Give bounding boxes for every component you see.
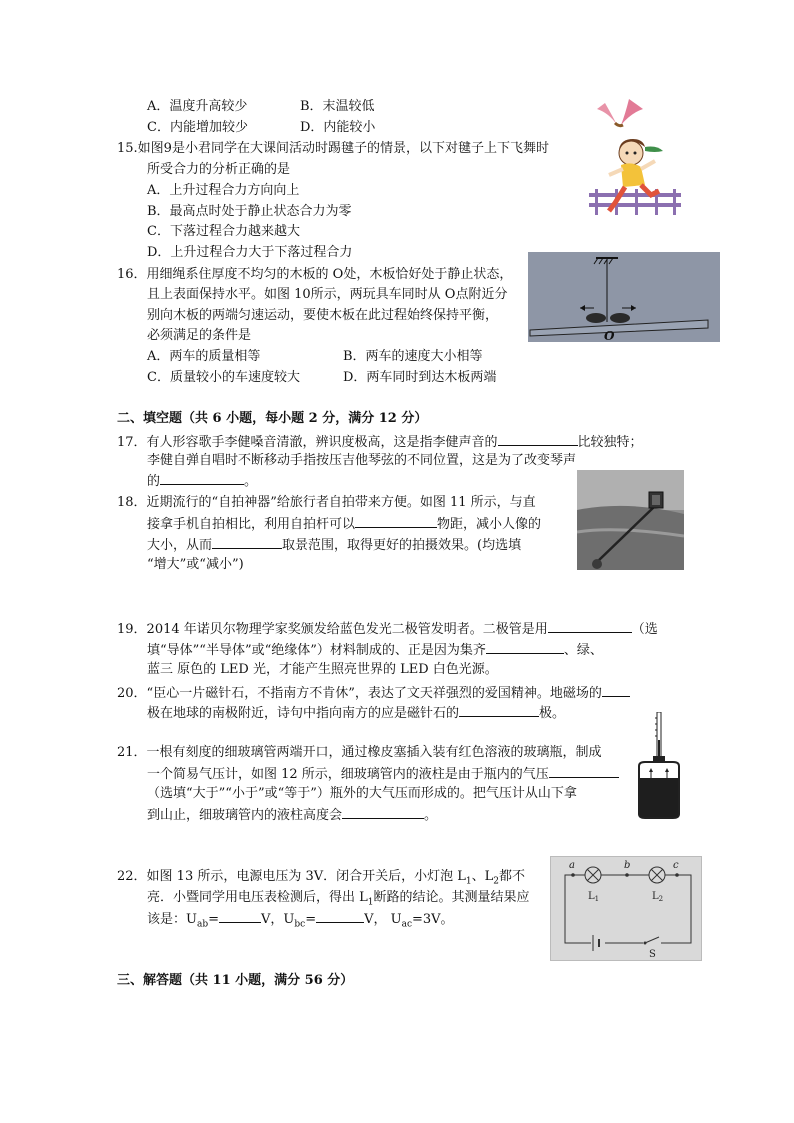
q22-line-1 bbox=[117, 868, 525, 886]
q20-blank-1 bbox=[602, 684, 630, 697]
q22-text-3f: =3V。 bbox=[411, 912, 454, 927]
q15-option-b: B．最高点时处于静止状态合力为零 bbox=[147, 204, 352, 219]
q18-line-2 bbox=[147, 515, 541, 534]
q20-line-1 bbox=[117, 684, 630, 703]
q19-line-2 bbox=[147, 641, 603, 660]
q18-blank-2 bbox=[212, 536, 282, 549]
q17-line-3 bbox=[147, 472, 257, 491]
figure-11-selfie-stick-image bbox=[577, 470, 684, 570]
section-3-heading: 三、解答题（共 11 小题，满分 56 分） bbox=[117, 973, 354, 988]
q14-option-c: C．内能增加较少 bbox=[147, 120, 248, 135]
q22-sub-ac: ac bbox=[401, 919, 412, 930]
q18-text-3b: 取景范围，取得更好的拍摄效果。(均选填 bbox=[282, 538, 522, 553]
q22-text-1b: 、L bbox=[471, 869, 494, 884]
circuit-lamp-l1-label: $L_1$ bbox=[588, 891, 600, 903]
section-2-heading: 二、填空题（共 6 小题，每小题 2 分，满分 12 分） bbox=[117, 411, 428, 426]
q18-line-3 bbox=[147, 536, 521, 555]
q15-option-d: D．上升过程合力大于下落过程合力 bbox=[147, 245, 353, 260]
q16-option-b: B．两车的速度大小相等 bbox=[343, 349, 483, 364]
circuit-point-c-label: c bbox=[673, 860, 679, 871]
q16-option-a: A．两车的质量相等 bbox=[147, 349, 261, 364]
q18-line-4: “增大”或“减小”) bbox=[147, 557, 244, 572]
q19-blank-1 bbox=[548, 620, 632, 633]
q22-text-2a: 亮．小暨同学用电压表检测后，得出 L bbox=[147, 890, 368, 905]
q22-text-3a: 该是：U bbox=[147, 912, 197, 927]
q16-stem-line-3: 别向木板的两端匀速运动，要使木板在此过程始终保持平衡， bbox=[147, 308, 499, 323]
figure-10-balance-board-image bbox=[528, 252, 720, 342]
q21-text-4a: 到山止，细玻璃管内的液柱高度会 bbox=[147, 808, 343, 823]
q15-stem-line-2: 所受合力的分析正确的是 bbox=[147, 162, 291, 177]
circuit-switch-s-label: S bbox=[649, 949, 656, 960]
q22-text-2b: 断路的结论。其测量结果应 bbox=[373, 890, 530, 905]
q22-blank-uab bbox=[219, 910, 261, 923]
q17-text-3a: 的 bbox=[147, 474, 161, 489]
q21-line-4 bbox=[147, 806, 437, 825]
q22-blank-ubc bbox=[316, 910, 364, 923]
q19-line-1 bbox=[117, 620, 658, 639]
q17-line-2: 李健自弹自唱时不断移动手指按压吉他琴弦的不同位置，这是为了改变琴声 bbox=[147, 453, 577, 468]
q19-line-3: 蓝三 原色的 LED 光，才能产生照亮世界的 LED 白色光源。 bbox=[147, 662, 498, 677]
q18-text-3a: 大小，从而 bbox=[147, 538, 213, 553]
q19-text-1b: （选 bbox=[631, 622, 658, 637]
q22-sub-l1: 1 bbox=[367, 897, 374, 908]
q15-stem-line-1: 15.如图9是小君同学在大课间活动时踢毽子的情景，以下对毽子上下飞舞时 bbox=[117, 141, 549, 156]
circuit-point-a-label: a bbox=[569, 860, 575, 871]
q21-line-3: （选填“大于”“小于”或“等于”）瓶外的大气压而形成的。把气压计从山下拿 bbox=[147, 786, 577, 801]
q22-sub-2: 2 bbox=[493, 876, 500, 887]
q15-option-c: C．下落过程合力越来越大 bbox=[147, 224, 300, 239]
q17-blank-1 bbox=[498, 433, 578, 446]
q22-text-3d: = bbox=[305, 912, 317, 927]
q20-text-1a: 20．“臣心一片磁针石，不指南方不肯休”，表达了文天祥强烈的爱国精神。地磁场的 bbox=[117, 686, 602, 701]
q16-stem-line-2: 且上表面保持水平。如图 10所示，两玩具车同时从 O点附近分 bbox=[147, 287, 508, 302]
q17-text-3b: 。 bbox=[244, 474, 258, 489]
figure-9-shuttlecock-image bbox=[585, 95, 685, 220]
q21-line-1: 21．一根有刻度的细玻璃管两端开口，通过橡皮塞插入装有红色溶液的玻璃瓶，制成 bbox=[117, 745, 602, 760]
q21-blank-2 bbox=[342, 806, 424, 819]
q15-option-a: A．上升过程合力方向向上 bbox=[147, 183, 300, 198]
q16-option-c: C．质量较小的车速度较大 bbox=[147, 370, 300, 385]
q21-line-2 bbox=[147, 765, 619, 784]
q17-text-1b: 比较独特； bbox=[577, 435, 643, 450]
q21-blank-1 bbox=[549, 765, 619, 778]
q20-text-2b: 极。 bbox=[539, 706, 566, 721]
q18-text-2a: 接拿手机自拍相比，利用自拍杆可以 bbox=[147, 517, 356, 532]
q20-text-2a: 极在地球的南极附近，诗句中指向南方的应是磁针石的 bbox=[147, 706, 460, 721]
q20-line-2 bbox=[147, 704, 565, 723]
q14-option-a: A．温度升高较少 bbox=[147, 99, 248, 114]
q20-blank-2 bbox=[459, 704, 539, 717]
q18-blank-1 bbox=[355, 515, 437, 528]
q22-sub-1: 1 bbox=[465, 876, 472, 887]
figure-13-circuit-image bbox=[550, 856, 702, 961]
q22-text-3b: = bbox=[208, 912, 220, 927]
q22-line-3 bbox=[147, 910, 454, 929]
q14-option-d: D．内能较小 bbox=[300, 120, 376, 135]
q17-blank-2 bbox=[160, 472, 244, 485]
q16-stem-line-4: 必须满足的条件是 bbox=[147, 328, 252, 343]
q21-text-2a: 一个简易气压计，如图 12 所示，细玻璃管内的液柱是由于瓶内的气压 bbox=[147, 767, 549, 782]
q14-option-b: B．末温较低 bbox=[300, 99, 375, 114]
q22-text-3e: V， U bbox=[364, 912, 402, 927]
q22-sub-bc: bc bbox=[294, 919, 306, 930]
q17-line-1 bbox=[117, 433, 643, 452]
circuit-point-b-label: b bbox=[624, 860, 631, 871]
q19-blank-2 bbox=[486, 641, 564, 654]
figure-10-point-o-label: O bbox=[604, 329, 615, 342]
q22-text-1c: 都不 bbox=[499, 869, 526, 884]
figure-12-barometer-image bbox=[633, 712, 685, 820]
q22-sub-ab: ab bbox=[196, 919, 209, 930]
q19-text-2a: 填“导体”“半导体”或“绝缘体”）材料制成的、正是因为集齐 bbox=[147, 643, 486, 658]
q16-option-d: D．两车同时到达木板两端 bbox=[343, 370, 497, 385]
q19-text-2b: 、绿、 bbox=[563, 643, 603, 658]
q22-text-1a: 22．如图 13 所示，电源电压为 3V．闭合开关后，小灯泡 L bbox=[117, 869, 466, 884]
q22-text-3c: V，U bbox=[261, 912, 295, 927]
q21-text-4b: 。 bbox=[424, 808, 438, 823]
q19-text-1a: 19．2014 年诺贝尔物理学家奖颁发给蓝色发光二极管发明者。二极管是用 bbox=[117, 622, 548, 637]
q16-stem-line-1: 16．用细绳系住厚度不均匀的木板的 O处，木板恰好处于静止状态， bbox=[117, 267, 513, 282]
q22-line-2 bbox=[147, 889, 530, 907]
q18-line-1: 18．近期流行的“自拍神器”给旅行者自拍带来方便。如图 11 所示，与直 bbox=[117, 495, 536, 510]
q17-text-1a: 17．有人形容歌手李健嗓音清澈，辨识度极高，这是指李健声音的 bbox=[117, 435, 498, 450]
q18-text-2b: 物距，减小人像的 bbox=[437, 517, 542, 532]
circuit-lamp-l2-label: $L_2$ bbox=[652, 891, 664, 903]
